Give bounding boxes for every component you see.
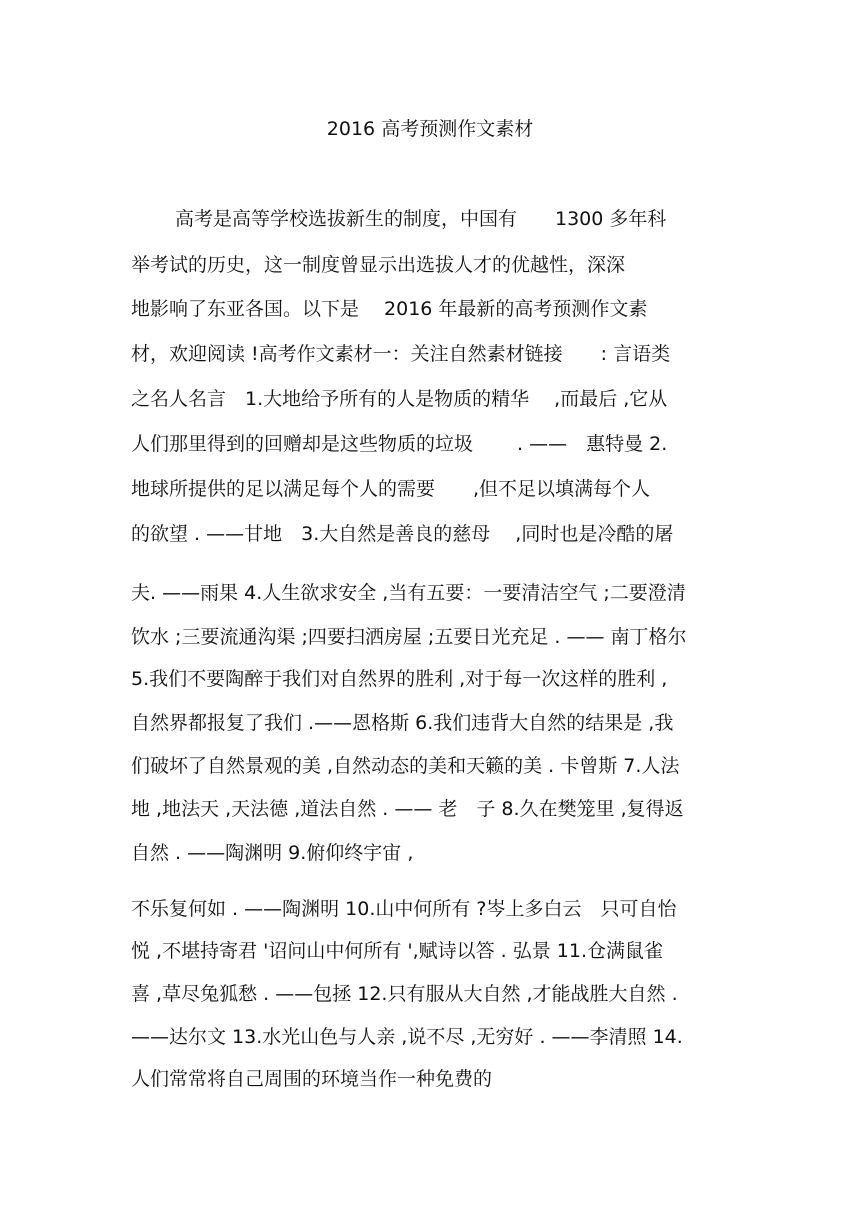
text-line: 地 ,地法天 ,天法德 ,道法自然 . —— 老 子 8.久在樊笼里 ,复得返 xyxy=(131,798,684,820)
text-line: 夫. ——雨果 4.人生欲求安全 ,当有五要：一要清洁空气 ;二要澄清 xyxy=(131,582,686,604)
text-line: 饮水 ;三要流通沟渠 ;四要扫洒房屋 ;五要日光充足 . —— 南丁格尔 xyxy=(131,626,687,648)
text-line: 的欲望 . ——甘地 3.大自然是善良的慈母 ,同时也是冷酷的屠 xyxy=(131,523,674,545)
text-line: 自然 . ——陶渊明 9.俯仰终宇宙 , xyxy=(131,842,414,864)
text-line: 材，欢迎阅读 !高考作文素材一：关注自然素材链接 : 言语类 xyxy=(131,343,671,365)
text-line: 不乐复何如 . ——陶渊明 10.山中何所有 ?岑上多白云 只可自怡 xyxy=(131,898,677,920)
text-line: ——达尔文 13.水光山色与人亲 ,说不尽 ,无穷好 . ——李清照 14. xyxy=(131,1026,683,1048)
page-title: 2016 高考预测作文素材 xyxy=(326,118,534,140)
text-line: 人们常常将自己周围的环境当作一种免费的 xyxy=(131,1068,493,1090)
text-line: 举考试的历史，这一制度曾显示出选拔人才的优越性，深深 xyxy=(131,254,626,276)
text-line: 高考是高等学校选拔新生的制度，中国有 1300 多年科 xyxy=(175,208,667,230)
text-line: 悦 ,不堪持寄君 '诏问山中何所有 ',赋诗以答 . 弘景 11.仓满鼠雀 xyxy=(131,940,664,962)
text-line: 们破坏了自然景观的美 ,自然动态的美和天籁的美 . 卡曾斯 7.人法 xyxy=(131,755,680,777)
text-line: 喜 ,草尽兔狐愁 . ——包拯 12.只有服从大自然 ,才能战胜大自然 . xyxy=(131,983,678,1005)
text-line: 地球所提供的足以满足每个人的需要 ,但不足以填满每个人 xyxy=(131,478,651,500)
text-line: 5.我们不要陶醉于我们对自然界的胜利 ,对于每一次这样的胜利 , xyxy=(131,668,668,690)
text-line: 之名人名言 1.大地给予所有的人是物质的精华 ,而最后 ,它从 xyxy=(131,388,668,410)
text-line: 人们那里得到的回赠却是这些物质的垃圾 . —— 惠特曼 2. xyxy=(131,433,668,455)
text-line: 地影响了东亚各国。以下是 2016 年最新的高考预测作文素 xyxy=(131,298,648,320)
text-line: 自然界都报复了我们 .——恩格斯 6.我们违背大自然的结果是 ,我 xyxy=(131,712,674,734)
